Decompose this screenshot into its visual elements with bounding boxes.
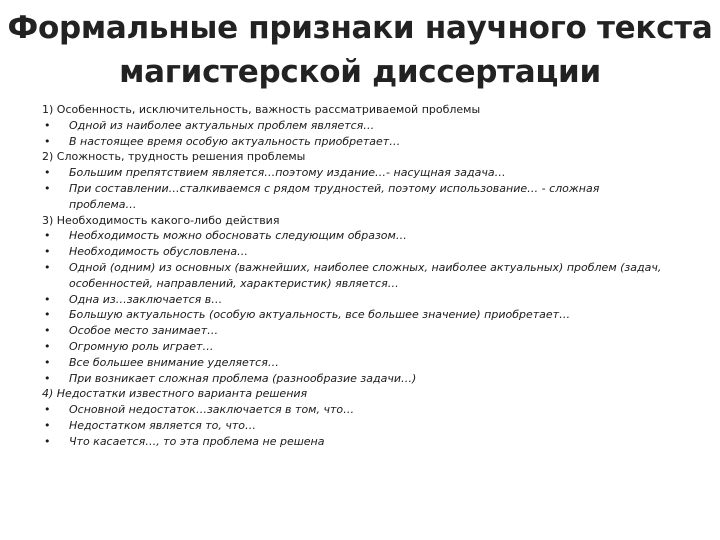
- list-item-text: Огромную роль играет…: [69, 339, 214, 353]
- bullet-icon: •: [44, 339, 51, 353]
- bullet-icon: •: [44, 308, 51, 322]
- list-item: [42, 434, 662, 450]
- bullet-icon: •: [44, 166, 51, 180]
- list-item-text: Необходимость обусловлена…: [69, 245, 249, 259]
- section-heading-3: 3) Необходимость какого-либо действия: [42, 213, 280, 227]
- list-item-text: Необходимость можно обосновать следующим образом…: [69, 229, 407, 243]
- list-item-text: Что касается…, то эта проблема не решена: [69, 434, 325, 448]
- list-item-text: Большим препятствием является…поэтому издание…- насущная задача…: [69, 166, 506, 180]
- bullet-list-4: [42, 402, 662, 449]
- bullet-icon: •: [44, 434, 51, 448]
- bullet-icon: •: [44, 260, 51, 274]
- bullet-icon: •: [44, 118, 51, 132]
- list-item-text: При возникает сложная проблема (разнообразие задачи…): [69, 371, 417, 385]
- list-item: [42, 228, 662, 244]
- bullet-icon: •: [44, 324, 51, 338]
- bullet-icon: •: [44, 134, 51, 148]
- list-item-text: Одной из наиболее актуальных проблем является…: [69, 118, 375, 132]
- bullet-icon: •: [44, 292, 51, 306]
- list-item-text: Особое место занимает…: [69, 324, 219, 338]
- list-item: [42, 418, 662, 434]
- list-item: [42, 371, 662, 387]
- list-item-text: Все большее внимание уделяется…: [69, 355, 279, 369]
- slide-content: [42, 102, 662, 450]
- bullet-icon: •: [44, 181, 51, 195]
- bullet-icon: •: [44, 355, 51, 369]
- list-item: [42, 260, 662, 292]
- list-item-text: При составлении…сталкиваемся с рядом трудностей, поэтому использование… - сложная проблема…: [69, 181, 600, 211]
- list-item: [42, 323, 662, 339]
- bullet-list-3: [42, 228, 662, 386]
- section-heading-1: 1) Особенность, исключительность, важность рассматриваемой проблемы: [42, 103, 481, 116]
- list-item-text: В настоящее время особую актуальность приобретает…: [69, 134, 401, 148]
- list-item: [42, 134, 662, 150]
- bullet-list-2: [42, 165, 662, 212]
- bullet-icon: •: [44, 403, 51, 417]
- section-heading-2: 2) Сложность, трудность решения проблемы: [42, 150, 306, 164]
- list-item: [42, 307, 662, 323]
- bullet-icon: •: [44, 229, 51, 243]
- slide-title: Формальные признаки научного текста магистерской диссертации: [7, 10, 713, 90]
- list-item: [42, 165, 662, 181]
- list-item-text: Одна из…заключается в…: [69, 292, 223, 306]
- list-item: [42, 292, 662, 308]
- list-item: [42, 402, 662, 418]
- list-item: [42, 118, 662, 134]
- list-item: [42, 355, 662, 371]
- bullet-icon: •: [44, 418, 51, 432]
- bullet-icon: •: [44, 245, 51, 259]
- list-item-text: Недостатком является то, что…: [69, 418, 256, 432]
- bullet-icon: •: [44, 371, 51, 385]
- list-item: [42, 244, 662, 260]
- list-item-text: Одной (одним) из основных (важнейших, наиболее сложных, наиболее актуальных) проблем (задач, особенностей, направлений, характеристик) является…: [69, 260, 662, 290]
- list-item-text: Большую актуальность (особую актуальность, все большее значение) приобретает…: [69, 308, 571, 322]
- list-item: [42, 339, 662, 355]
- bullet-list-1: [42, 118, 662, 150]
- section-heading-4: 4) Недостатки известного варианта решения: [42, 387, 308, 401]
- list-item: [42, 181, 662, 213]
- list-item-text: Основной недостаток…заключается в том, что…: [69, 403, 355, 417]
